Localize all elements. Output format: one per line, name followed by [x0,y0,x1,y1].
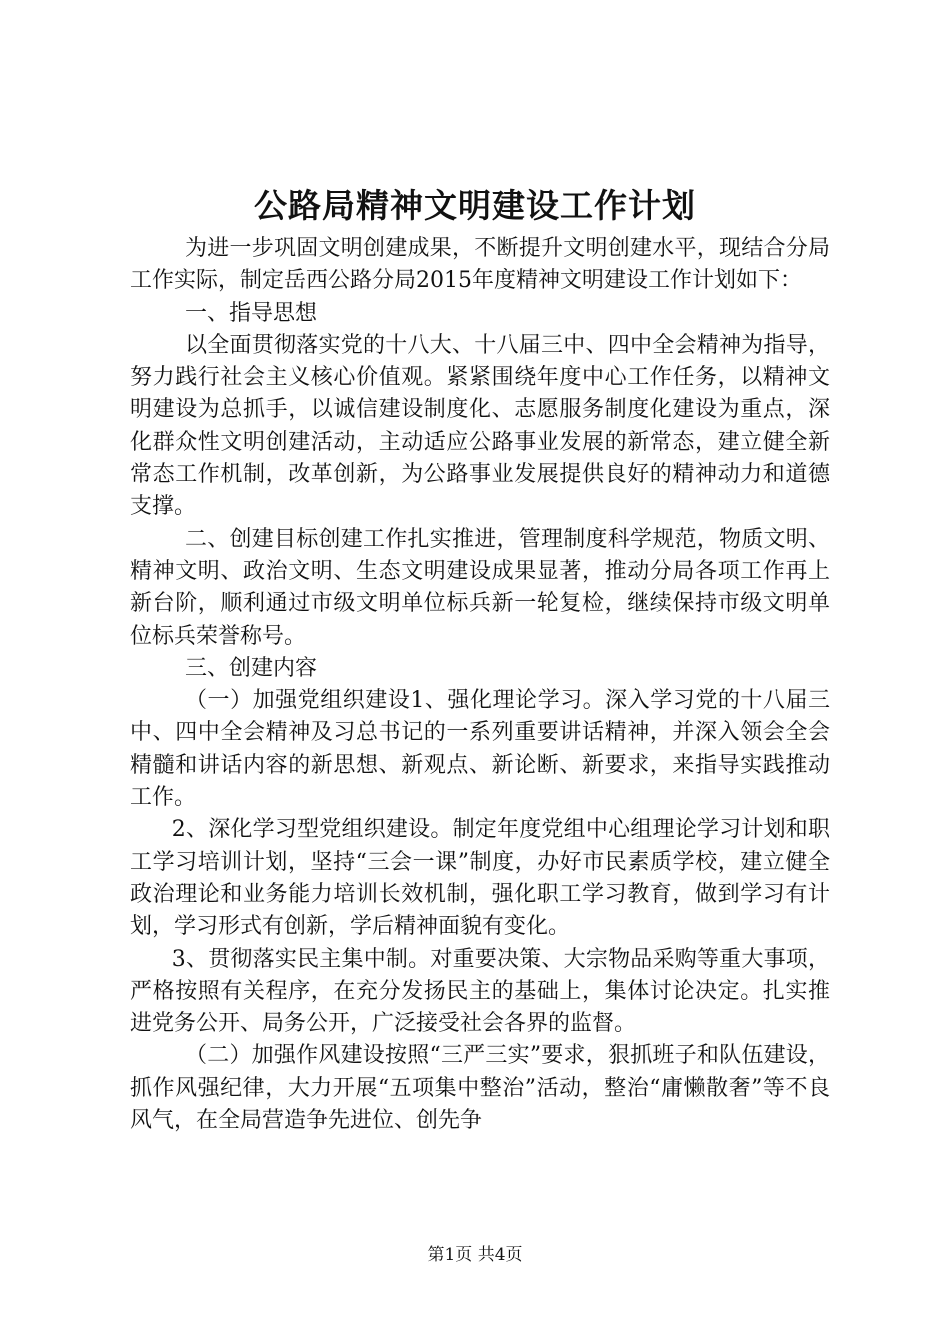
goals-paragraph: 二、创建目标创建工作扎实推进，管理制度科学规范，物质文明、精神文明、政治文明、生态文明建设成果显著，推动分局各项工作再上新台阶，顺利通过市级文明单位标兵新一轮复检，继续保持市级文明单位标兵荣誉称号。 [130,526,830,649]
section-heading-guiding-thought: 一、指导思想 [185,300,318,326]
document-body [130,233,830,1137]
document-title: 公路局精神文明建设工作计划 [254,186,696,225]
guiding-thought-paragraph: 以全面贯彻落实党的十八大、十八届三中、四中全会精神为指导，努力践行社会主义核心价值观。紧紧围绕年度中心工作任务，以精神文明建设为总抓手，以诚信建设制度化、志愿服务制度化建设为重点，深化群众性文明创建活动，主动适应公路事业发展的新常态，建立健全新常态工作机制，改革创新，为公路事业发展提供良好的精神动力和道德支撑。 [130,332,830,520]
democratic-centralism-paragraph: 3、贯彻落实民主集中制。对重要决策、大宗物品采购等重大事项，严格按照有关程序，在充分发扬民主的基础上，集体讨论决定。扎实推进党务公开、局务公开，广泛接受社会各界的监督。 [130,946,830,1037]
learning-organization-paragraph: 2、深化学习型党组织建设。制定年度党组中心组理论学习计划和职工学习培训计划，坚持“三会一课”制度，办好市民素质学校，建立健全政治理论和业务能力培训长效机制，强化职工学习教育，做到学习有计划，学习形式有创新，学后精神面貌有变化。 [130,817,830,940]
party-building-paragraph: （一）加强党组织建设1、强化理论学习。深入学习党的十八届三中、四中全会精神及习总书记的一系列重要讲话精神，并深入领会全会精髓和讲话内容的新思想、新观点、新论断、新要求，来指导实践推动工作。 [130,688,830,811]
intro-paragraph: 为进一步巩固文明创建成果，不断提升文明创建水平，现结合分局工作实际，制定岳西公路分局2015年度精神文明建设工作计划如下： [130,236,830,294]
work-style-paragraph: （二）加强作风建设按照“三严三实”要求，狠抓班子和队伍建设，抓作风强纪律，大力开展“五项集中整治”活动，整治“庸懒散奢”等不良风气，在全局营造争先进位、创先争 [130,1043,830,1134]
page-number: 第1页 共4页 [427,1245,523,1265]
section-heading-content: 三、创建内容 [185,655,318,681]
